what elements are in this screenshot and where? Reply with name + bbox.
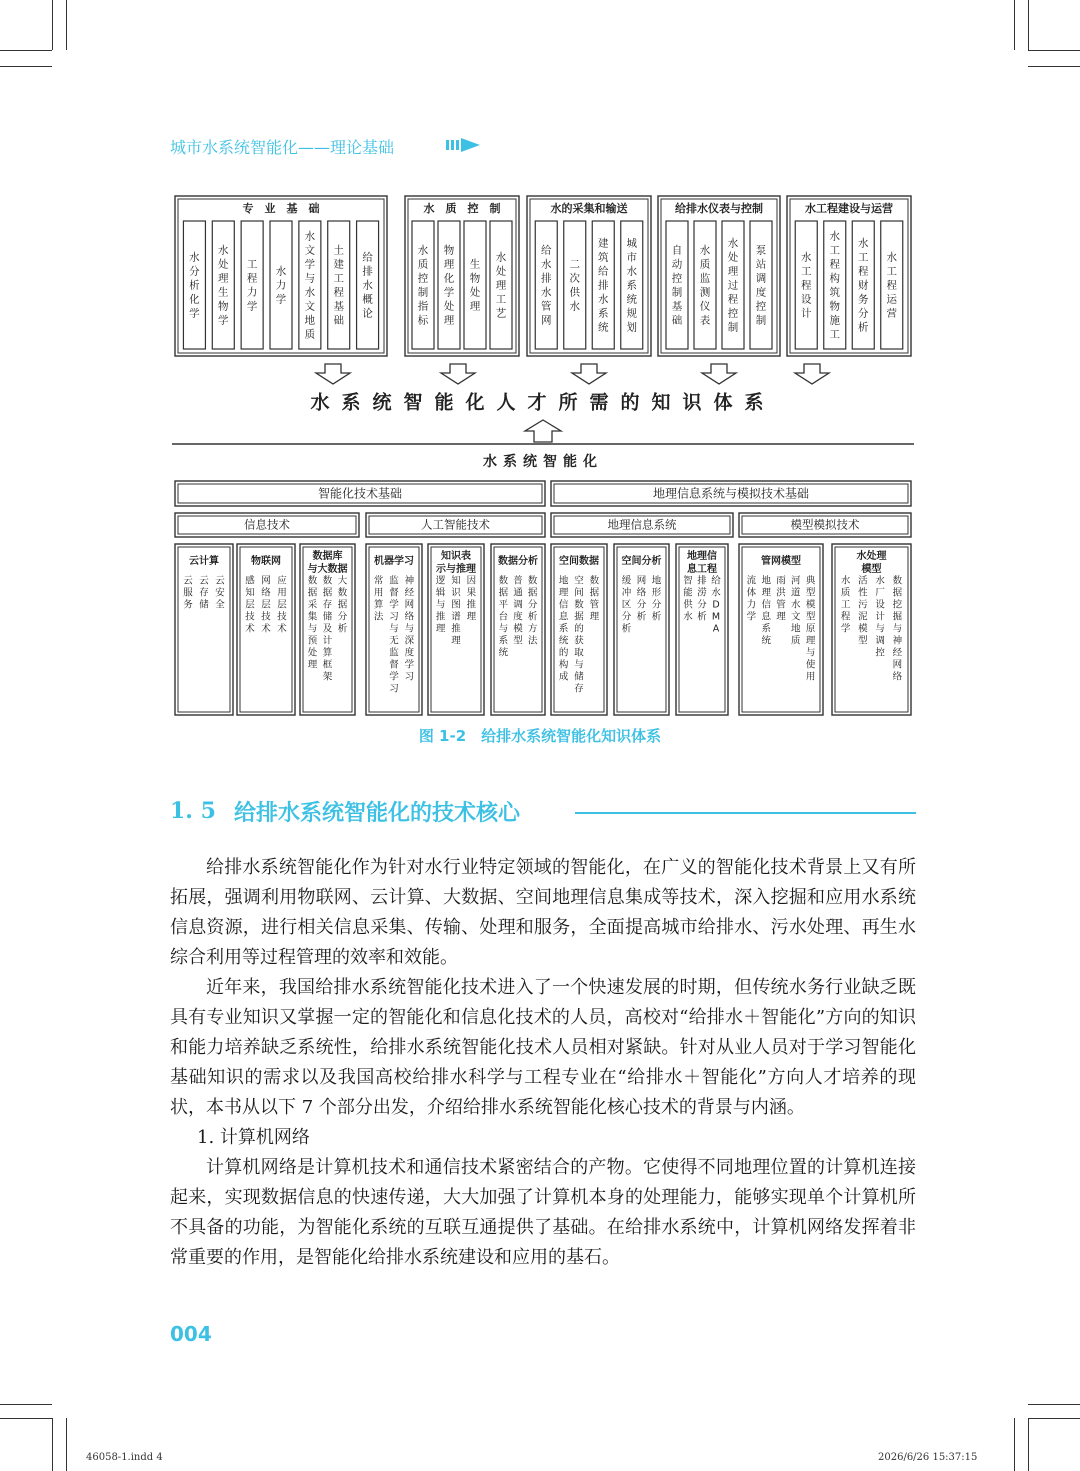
tech-detail-item: 数据平台与系统 xyxy=(498,575,509,659)
knowledge-subject-label: 二次供水 xyxy=(569,258,580,313)
tech-detail-title: 管网模型 xyxy=(761,556,801,567)
up-arrow-icon xyxy=(525,420,561,442)
crop-mark xyxy=(1028,1404,1080,1405)
knowledge-subject-box xyxy=(241,221,263,349)
crop-mark xyxy=(1014,0,1015,50)
tech-detail-item: 逻辑与推理 xyxy=(435,575,446,635)
knowledge-subject-label: 水质监测仪表 xyxy=(699,244,711,327)
tech-detail-item: 云存储 xyxy=(199,575,209,611)
down-arrow-icon xyxy=(441,364,475,384)
tech-detail-item: 数据管理 xyxy=(589,575,600,623)
knowledge-subject-label: 建筑给排水系统 xyxy=(598,237,609,334)
knowledge-subject-label: 给水排水管网 xyxy=(541,244,552,327)
crop-mark xyxy=(1028,1418,1029,1471)
section-rule xyxy=(575,812,916,814)
running-head: 城市水系统智能化——理论基础 xyxy=(170,138,395,157)
knowledge-subject-box xyxy=(535,221,557,349)
knowledge-subject-label: 水处理工艺 xyxy=(495,251,507,320)
tech-detail-title: 数据分析 xyxy=(498,556,538,567)
tech-detail-item: 流体力学 xyxy=(746,575,757,623)
tech-detail-title: 物联网 xyxy=(251,556,281,567)
crop-mark xyxy=(52,0,53,50)
crop-mark xyxy=(1028,1418,1080,1419)
crop-mark xyxy=(0,50,52,51)
section-number: 1. 5 xyxy=(170,798,216,824)
section-title: 给排水系统智能化的技术核心 xyxy=(234,801,521,826)
tech-category-label: 地理信息系统 xyxy=(607,517,677,532)
knowledge-subject-label: 水处理过程控制 xyxy=(727,237,739,334)
page-number: 004 xyxy=(170,1322,212,1346)
crop-mark xyxy=(66,1418,67,1471)
tech-detail-item: 感知层技术 xyxy=(245,575,255,635)
body-text xyxy=(170,853,916,1273)
file-slug: 46058-1.indd 4 xyxy=(86,1452,163,1463)
knowledge-subject-label: 水工程运营 xyxy=(886,251,897,320)
tech-detail-item: 云安全 xyxy=(215,575,225,611)
tech-detail-title: 水处理 xyxy=(856,551,887,562)
crop-mark xyxy=(66,0,67,50)
tech-detail-item: 缓冲区分析 xyxy=(621,575,632,635)
tech-detail-item: 地形分析 xyxy=(651,575,662,623)
down-arrow-icon xyxy=(316,364,350,384)
crop-mark xyxy=(1028,50,1080,51)
tech-detail-item: 数据采集与预处理 xyxy=(307,575,318,671)
tech-detail-item: 地理信息系统 xyxy=(761,575,771,647)
tech-detail-item: 排涝分析 xyxy=(697,575,707,623)
knowledge-group-title: 水的采集和输送 xyxy=(550,202,628,215)
timestamp-slug: 2026/6/26 15:37:15 xyxy=(878,1452,978,1463)
tech-detail-item: 大数据分析 xyxy=(337,575,348,635)
knowledge-group-title: 水工程建设与运营 xyxy=(805,202,893,215)
tech-detail-title: 息工程 xyxy=(687,564,717,575)
tech-category-label: 模型模拟技术 xyxy=(790,517,860,532)
tech-detail-item: 数据挖掘与神经网络 xyxy=(892,575,903,683)
section-heading xyxy=(170,796,916,830)
knowledge-subject-box xyxy=(438,221,460,349)
knowledge-subject-label: 工程力学 xyxy=(246,258,258,313)
knowledge-subject-box xyxy=(564,221,586,349)
tech-detail-item: 知识图谱推理 xyxy=(451,575,461,647)
crop-mark xyxy=(0,1404,52,1405)
crop-mark xyxy=(1028,66,1080,67)
tech-category-label: 人工智能技术 xyxy=(421,517,490,532)
tech-detail-item: 网络层技术 xyxy=(261,575,271,635)
tech-category-label: 信息技术 xyxy=(244,517,290,532)
knowledge-subject-box xyxy=(464,221,486,349)
foundation-label: 智能化技术基础 xyxy=(317,486,403,501)
knowledge-system-title: 水系统智能化人才所需的知识体系 xyxy=(310,391,776,414)
knowledge-subject-box xyxy=(212,221,234,349)
tech-detail-title: 地理信 xyxy=(687,551,717,562)
knowledge-subject-box xyxy=(412,221,434,349)
tech-detail-title: 空间分析 xyxy=(621,556,662,567)
knowledge-group-title: 给排水仪表与控制 xyxy=(675,202,763,215)
knowledge-subject-box xyxy=(666,221,688,349)
down-arrow-icon xyxy=(795,364,829,384)
tech-detail-item: 典型模型原理与使用 xyxy=(805,575,816,683)
tech-detail-title: 机器学习 xyxy=(374,556,414,567)
tech-detail-item: 地理信息系统的构成 xyxy=(558,575,569,683)
tech-detail-item: 常用算法 xyxy=(373,575,384,623)
crop-mark xyxy=(1028,0,1029,50)
knowledge-subject-label: 水质控制指标 xyxy=(417,244,429,327)
paragraph: 给排水系统智能化作为针对水行业特定领域的智能化，在广义的智能化技术背景上又有所拓展，强调利用物联网、云计算、大数据、空间地理信息集成等技术，深入挖掘和应用水系统信息资源，进行相关信息采集、传输、处理和服务，全面提高城市给排水、污水处理、再生水综合利用等过程管理的效率和效能。 xyxy=(170,857,916,968)
tech-detail-item: 普通调度模型 xyxy=(513,575,523,647)
tech-detail-title: 知识表 xyxy=(441,551,471,562)
tech-detail-item: 网络分析 xyxy=(636,575,647,623)
tech-detail-title: 与大数据 xyxy=(307,564,348,575)
knowledge-system-diagram xyxy=(170,192,916,720)
intelligence-title: 水系统智能化 xyxy=(483,454,603,470)
tech-detail-item: 监督学习与无监督学习 xyxy=(389,575,399,695)
knowledge-subject-label: 水处理生物学 xyxy=(218,244,229,327)
down-arrow-icon xyxy=(572,364,606,384)
tech-detail-title: 空间数据 xyxy=(559,556,599,567)
tech-detail-item: 河道水文地质 xyxy=(791,575,801,647)
subheading: 1. 计算机网络 xyxy=(197,1127,310,1148)
crop-mark xyxy=(1014,1418,1015,1471)
tech-detail-item: 水质工程学 xyxy=(840,575,851,635)
knowledge-subject-box xyxy=(750,221,772,349)
tech-detail-box-inner xyxy=(178,547,230,712)
knowledge-subject-label: 土建工程基础 xyxy=(333,244,344,327)
knowledge-subject-label: 给排水概论 xyxy=(362,251,373,320)
knowledge-group-title: 专 业 基 础 xyxy=(242,202,320,215)
crop-mark xyxy=(0,1418,52,1419)
figure-caption: 图 1-2 给排水系统智能化知识体系 xyxy=(418,727,662,745)
knowledge-subject-label: 水工程设计 xyxy=(801,251,812,320)
tech-detail-item: 应用层技术 xyxy=(277,575,287,635)
crop-mark xyxy=(0,66,52,67)
tech-detail-item: 因果推理 xyxy=(466,575,477,623)
tech-detail-item: 水厂设计与调控 xyxy=(875,575,885,659)
knowledge-subject-label: 水工程财务分析 xyxy=(858,237,869,334)
foundation-label: 地理信息系统与模拟技术基础 xyxy=(652,486,810,501)
knowledge-subject-label: 水文学与水文地质 xyxy=(304,230,316,341)
tech-detail-item: 数据存储及计算框架 xyxy=(322,575,333,683)
tech-detail-box xyxy=(175,544,233,715)
tech-detail-title: 数据库 xyxy=(312,551,343,562)
tech-detail-item: 给水 D M A xyxy=(711,575,721,635)
knowledge-subject-label: 城市水系统规划 xyxy=(626,237,637,334)
tech-detail-item: 数据分析方法 xyxy=(527,575,538,647)
paragraph: 计算机网络是计算机技术和通信技术紧密结合的产物。它使得不同地理位置的计算机连接起来，实现数据信息的快速传递，大大加强了计算机本身的处理能力，能够实现单个计算机所不具备的功能，为智能化系统的互联互通提供了基础。在给排水系统中，计算机网络发挥着非常重要的作用，是智能化给排水系统建设和应用的基石。 xyxy=(170,1157,916,1268)
knowledge-subject-label: 生物处理 xyxy=(469,258,481,313)
knowledge-group-title: 水 质 控 制 xyxy=(423,202,501,215)
running-head-arrows-icon xyxy=(446,137,482,153)
tech-detail-item: 空间数据的获取与储存 xyxy=(574,575,584,695)
tech-detail-item: 活性污泥模型 xyxy=(858,575,868,647)
tech-detail-item: 云服务 xyxy=(183,575,193,611)
tech-detail-item: 智能供水 xyxy=(683,575,693,623)
knowledge-subject-label: 自动控制基础 xyxy=(671,244,683,327)
knowledge-subject-box xyxy=(328,221,350,349)
down-arrow-icon xyxy=(702,364,736,384)
knowledge-subject-label: 物理化学处理 xyxy=(443,244,455,327)
knowledge-subject-label: 水工程构筑物施工 xyxy=(829,230,840,341)
knowledge-subject-label: 水力学 xyxy=(275,265,287,306)
tech-detail-title: 示与推理 xyxy=(436,564,476,575)
tech-detail-title: 云计算 xyxy=(189,556,219,567)
knowledge-subject-box xyxy=(694,221,716,349)
crop-mark xyxy=(52,1418,53,1471)
knowledge-subject-label: 泵站调度控制 xyxy=(755,244,767,327)
knowledge-subject-label: 水分析化学 xyxy=(189,251,200,320)
paragraph: 近年来，我国给排水系统智能化技术进入了一个快速发展的时期，但传统水务行业缺乏既具有专业知识又掌握一定的智能化和信息化技术的人员，高校对“给排水＋智能化”方向的知识和能力培养缺乏系统性，给排水系统智能化技术人员相对紧缺。针对从业人员对于学习智能化基础知识的需求以及我国高校给排水科学与工程专业在“给排水＋智能化”方向人才培养的现状，本书从以下 7 个部分出发，介绍给排水系统智能化核心技术的背景与内涵。 xyxy=(170,977,916,1118)
tech-detail-item: 神经网络与深度学习 xyxy=(404,575,415,683)
tech-detail-item: 雨洪管理 xyxy=(776,575,786,623)
tech-detail-title: 模型 xyxy=(861,564,882,575)
